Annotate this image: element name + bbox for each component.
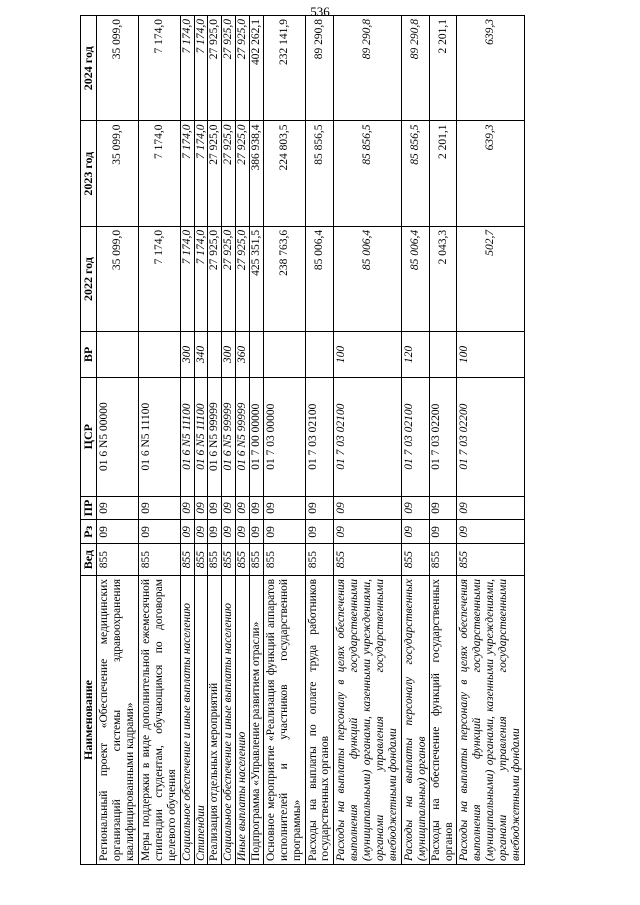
cell-ved: 855	[180, 544, 194, 576]
cell-name: Расходы на выплаты персоналу государственных (муниципальных) органов	[401, 575, 430, 864]
table-row	[263, 16, 305, 865]
cell-2023: 639,3	[457, 121, 524, 226]
cell-rz: 09	[250, 520, 264, 544]
table-row	[139, 16, 181, 865]
cell-2023: 27 925,0	[222, 121, 236, 226]
cell-vr	[208, 332, 222, 377]
table-row	[180, 16, 194, 865]
cell-2022: 85 006,4	[334, 226, 401, 331]
cell-2024: 7 174,0	[180, 16, 194, 121]
cell-2022: 27 925,0	[222, 226, 236, 331]
cell-2023: 85 856,5	[401, 121, 430, 226]
cell-ved: 855	[430, 544, 457, 576]
table-row	[457, 16, 524, 865]
cell-csr: 01 7 03 02100	[334, 377, 401, 496]
cell-ved: 855	[401, 544, 430, 576]
cell-name: Расходы на выплаты персоналу в целях обеспечения выполнения функций государственными (муниципальными) органами, казенными учреждениями, органами управления государственными внебюджетными фондами	[334, 575, 401, 864]
table-body	[97, 16, 524, 865]
header-vr: ВР	[81, 332, 97, 377]
cell-csr: 01 6 N5 00000	[97, 377, 139, 496]
cell-name: Расходы на выплаты персоналу в целях обеспечения выполнения функций государственными (муниципальными) органами, казенными учреждениями, органами управления государственными внебюджетными фондами	[457, 575, 524, 864]
cell-2022: 7 174,0	[194, 226, 208, 331]
cell-csr: 01 7 00 00000	[250, 377, 264, 496]
table-row	[250, 16, 264, 865]
cell-ved: 855	[263, 544, 305, 576]
page-number: 536	[310, 4, 330, 19]
cell-pr: 09	[97, 496, 139, 520]
cell-pr: 09	[250, 496, 264, 520]
cell-name: Стипендии	[194, 575, 208, 864]
cell-2022: 35 099,0	[97, 226, 139, 331]
cell-2022: 7 174,0	[180, 226, 194, 331]
cell-2023: 224 803,5	[263, 121, 305, 226]
cell-csr: 01 6 N5 99999	[208, 377, 222, 496]
header-pr: ПР	[81, 496, 97, 520]
cell-pr: 09	[457, 496, 524, 520]
cell-ved: 855	[139, 544, 181, 576]
cell-rz: 09	[139, 520, 181, 544]
cell-2022: 2 043,3	[430, 226, 457, 331]
table-row	[236, 16, 250, 865]
cell-2024: 27 925,0	[222, 16, 236, 121]
cell-2023: 85 856,5	[334, 121, 401, 226]
header-rz: Рз	[81, 520, 97, 544]
cell-ved: 855	[236, 544, 250, 576]
cell-csr: 01 6 N5 11100	[180, 377, 194, 496]
cell-ved: 855	[222, 544, 236, 576]
cell-pr: 09	[430, 496, 457, 520]
cell-name: Меры поддержки в виде дополнительной ежемесячной стипендии студентам, обучающимся по договорам целевого обучения	[139, 575, 181, 864]
cell-rz: 09	[236, 520, 250, 544]
cell-2023: 27 925,0	[236, 121, 250, 226]
cell-name: Подпрограмма «Управление развитием отрасли»	[250, 575, 264, 864]
cell-vr	[97, 332, 139, 377]
cell-vr	[139, 332, 181, 377]
table-row	[401, 16, 430, 865]
cell-2023: 35 099,0	[97, 121, 139, 226]
cell-2023: 7 174,0	[194, 121, 208, 226]
cell-csr: 01 6 N5 11100	[139, 377, 181, 496]
cell-ved: 855	[97, 544, 139, 576]
cell-rz: 09	[222, 520, 236, 544]
rotated-table-container	[80, 15, 558, 865]
cell-pr: 09	[263, 496, 305, 520]
cell-rz: 09	[263, 520, 305, 544]
table-row	[305, 16, 334, 865]
cell-2024: 402 262,1	[250, 16, 264, 121]
cell-name: Социальное обеспечение и иные выплаты населению	[222, 575, 236, 864]
cell-vr: 100	[457, 332, 524, 377]
cell-2024: 639,3	[457, 16, 524, 121]
cell-vr	[305, 332, 334, 377]
cell-csr: 01 7 03 02200	[457, 377, 524, 496]
cell-csr: 01 6 N5 99999	[236, 377, 250, 496]
cell-rz: 09	[194, 520, 208, 544]
cell-csr: 01 6 N5 99999	[222, 377, 236, 496]
table-row	[334, 16, 401, 865]
cell-name: Основное мероприятие «Реализация функций аппаратов исполнителей и участников государственной программы»	[263, 575, 305, 864]
cell-csr: 01 7 03 02100	[401, 377, 430, 496]
cell-2022: 502,7	[457, 226, 524, 331]
cell-2024: 7 174,0	[139, 16, 181, 121]
cell-pr: 09	[236, 496, 250, 520]
cell-2022: 27 925,0	[208, 226, 222, 331]
cell-2024: 232 141,9	[263, 16, 305, 121]
cell-rz: 09	[208, 520, 222, 544]
table-row	[194, 16, 208, 865]
cell-ved: 855	[457, 544, 524, 576]
cell-pr: 09	[222, 496, 236, 520]
cell-2022: 27 925,0	[236, 226, 250, 331]
cell-vr	[430, 332, 457, 377]
table-row	[97, 16, 139, 865]
cell-2024: 27 925,0	[208, 16, 222, 121]
header-2023: 2023 год	[81, 121, 97, 226]
cell-pr: 09	[194, 496, 208, 520]
cell-pr: 09	[305, 496, 334, 520]
cell-name: Региональный проект «Обеспечение медицинских организаций системы здравоохранения квалифицированными кадрами»	[97, 575, 139, 864]
header-2024: 2024 год	[81, 16, 97, 121]
budget-table	[80, 15, 525, 865]
cell-vr: 340	[194, 332, 208, 377]
cell-vr: 120	[401, 332, 430, 377]
cell-rz: 09	[97, 520, 139, 544]
cell-rz: 09	[401, 520, 430, 544]
cell-pr: 09	[208, 496, 222, 520]
header-row	[81, 16, 97, 865]
cell-2024: 7 174,0	[194, 16, 208, 121]
cell-2022: 238 763,6	[263, 226, 305, 331]
cell-ved: 855	[194, 544, 208, 576]
cell-rz: 09	[334, 520, 401, 544]
table-row	[430, 16, 457, 865]
table-row	[222, 16, 236, 865]
cell-2023: 85 856,5	[305, 121, 334, 226]
cell-2024: 89 290,8	[305, 16, 334, 121]
cell-2024: 35 099,0	[97, 16, 139, 121]
cell-2024: 2 201,1	[430, 16, 457, 121]
cell-csr: 01 7 03 00000	[263, 377, 305, 496]
cell-rz: 09	[430, 520, 457, 544]
cell-pr: 09	[334, 496, 401, 520]
cell-vr: 100	[334, 332, 401, 377]
cell-rz: 09	[180, 520, 194, 544]
cell-rz: 09	[305, 520, 334, 544]
cell-2023: 386 938,4	[250, 121, 264, 226]
cell-2022: 85 006,4	[401, 226, 430, 331]
cell-name: Реализация отдельных мероприятий	[208, 575, 222, 864]
cell-name: Социальное обеспечение и иные выплаты населению	[180, 575, 194, 864]
cell-2023: 2 201,1	[430, 121, 457, 226]
cell-ved: 855	[250, 544, 264, 576]
cell-ved: 855	[334, 544, 401, 576]
cell-2023: 7 174,0	[139, 121, 181, 226]
cell-2022: 85 006,4	[305, 226, 334, 331]
table-row	[208, 16, 222, 865]
cell-2024: 89 290,8	[401, 16, 430, 121]
cell-csr: 01 7 03 02100	[305, 377, 334, 496]
cell-pr: 09	[401, 496, 430, 520]
cell-vr: 300	[180, 332, 194, 377]
cell-csr: 01 7 03 02200	[430, 377, 457, 496]
cell-name: Расходы на обеспечение функций государственных органов	[430, 575, 457, 864]
cell-vr: 300	[222, 332, 236, 377]
cell-vr: 360	[236, 332, 250, 377]
header-csr: ЦСР	[81, 377, 97, 496]
cell-ved: 855	[305, 544, 334, 576]
header-2022: 2022 год	[81, 226, 97, 331]
cell-pr: 09	[139, 496, 181, 520]
cell-vr	[250, 332, 264, 377]
cell-name: Расходы на выплаты по оплате труда работников государственных органов	[305, 575, 334, 864]
cell-2022: 7 174,0	[139, 226, 181, 331]
cell-2022: 425 351,5	[250, 226, 264, 331]
cell-rz: 09	[457, 520, 524, 544]
header-ved: Вед	[81, 544, 97, 576]
cell-csr: 01 6 N5 11100	[194, 377, 208, 496]
cell-name: Иные выплаты населению	[236, 575, 250, 864]
header-name: Наименование	[81, 575, 97, 864]
cell-pr: 09	[180, 496, 194, 520]
cell-2023: 27 925,0	[208, 121, 222, 226]
cell-2024: 89 290,8	[334, 16, 401, 121]
cell-2023: 7 174,0	[180, 121, 194, 226]
cell-ved: 855	[208, 544, 222, 576]
cell-2024: 27 925,0	[236, 16, 250, 121]
cell-vr	[263, 332, 305, 377]
